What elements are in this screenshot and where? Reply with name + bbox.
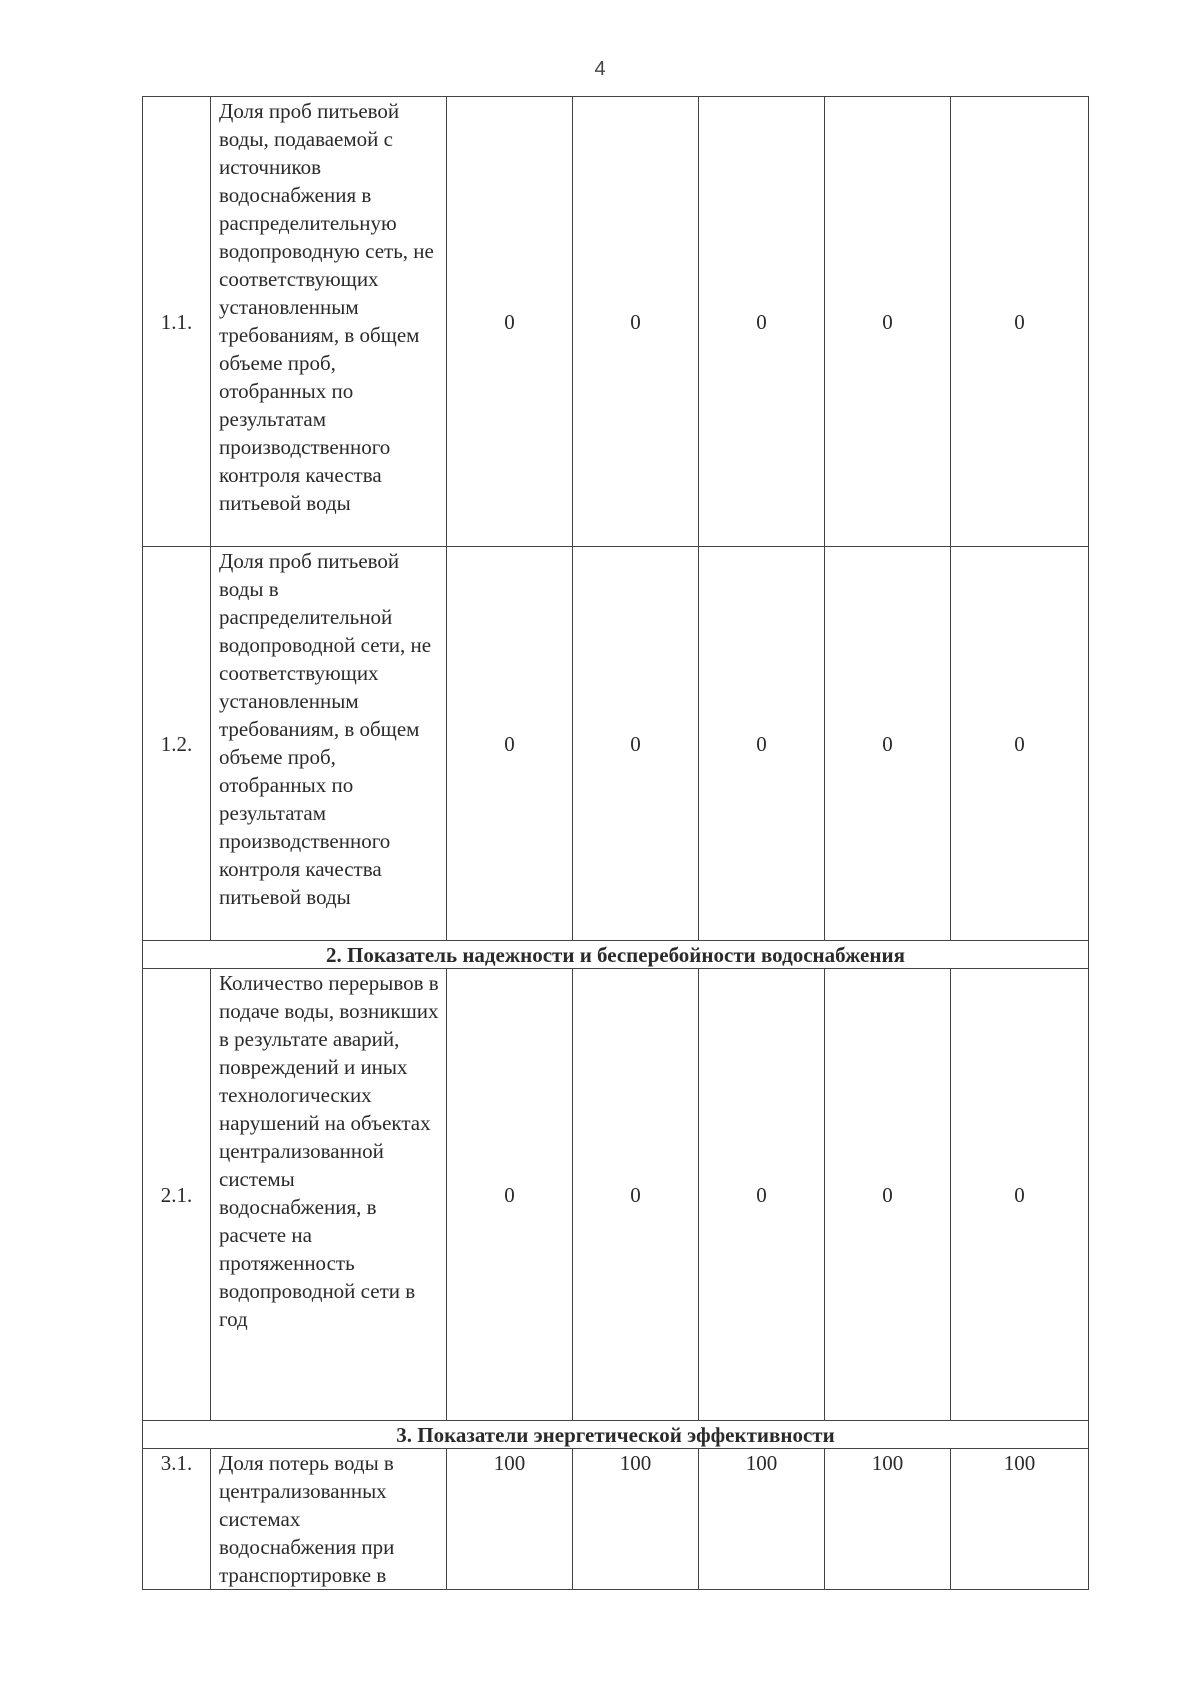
value-cell: 0 [951, 547, 1089, 941]
value-cell: 100 [825, 1449, 951, 1590]
table-row [143, 97, 1089, 547]
value-cell: 0 [573, 547, 699, 941]
row-number: 2.1. [143, 969, 211, 1421]
value-cell: 0 [825, 97, 951, 547]
value-cell: 100 [447, 1449, 573, 1590]
row-number: 3.1. [143, 1449, 211, 1590]
table-row [143, 1449, 1089, 1590]
value-cell: 0 [699, 97, 825, 547]
indicators-table [142, 96, 1089, 1590]
section-title: 2. Показатель надежности и бесперебойности водоснабжения [143, 941, 1089, 969]
value-cell: 0 [573, 97, 699, 547]
value-cell: 100 [951, 1449, 1089, 1590]
indicator-name: Доля проб питьевой воды, подаваемой с источников водоснабжения в распределительную водопроводную сеть, не соответствующих установленным требованиям, в общем объеме проб, отобранных по результатам производственного контроля качества питьевой воды [211, 97, 447, 547]
value-cell: 0 [447, 969, 573, 1421]
section-header-row [143, 941, 1089, 969]
value-cell: 0 [825, 547, 951, 941]
indicator-name: Доля проб питьевой воды в распределительной водопроводной сети, не соответствующих установленным требованиям, в общем объеме проб, отобранных по результатам производственного контроля качества питьевой воды [211, 547, 447, 941]
value-cell: 100 [699, 1449, 825, 1590]
row-number: 1.2. [143, 547, 211, 941]
table-row [143, 969, 1089, 1421]
table-row [143, 547, 1089, 941]
value-cell: 0 [951, 969, 1089, 1421]
value-cell: 0 [573, 969, 699, 1421]
value-cell: 100 [573, 1449, 699, 1590]
page-number: 4 [594, 58, 606, 80]
section-header-row [143, 1421, 1089, 1449]
value-cell: 0 [699, 969, 825, 1421]
indicator-name: Количество перерывов в подаче воды, возникших в результате аварий, повреждений и иных технологических нарушений на объектах централизованной системы водоснабжения, в расчете на протяженность водопроводной сети в год [211, 969, 447, 1421]
row-number: 1.1. [143, 97, 211, 547]
value-cell: 0 [951, 97, 1089, 547]
indicator-name: Доля потерь воды в централизованных системах водоснабжения при транспортировке в [211, 1449, 447, 1590]
section-title: 3. Показатели энергетической эффективности [143, 1421, 1089, 1449]
value-cell: 0 [447, 547, 573, 941]
value-cell: 0 [447, 97, 573, 547]
value-cell: 0 [699, 547, 825, 941]
value-cell: 0 [825, 969, 951, 1421]
